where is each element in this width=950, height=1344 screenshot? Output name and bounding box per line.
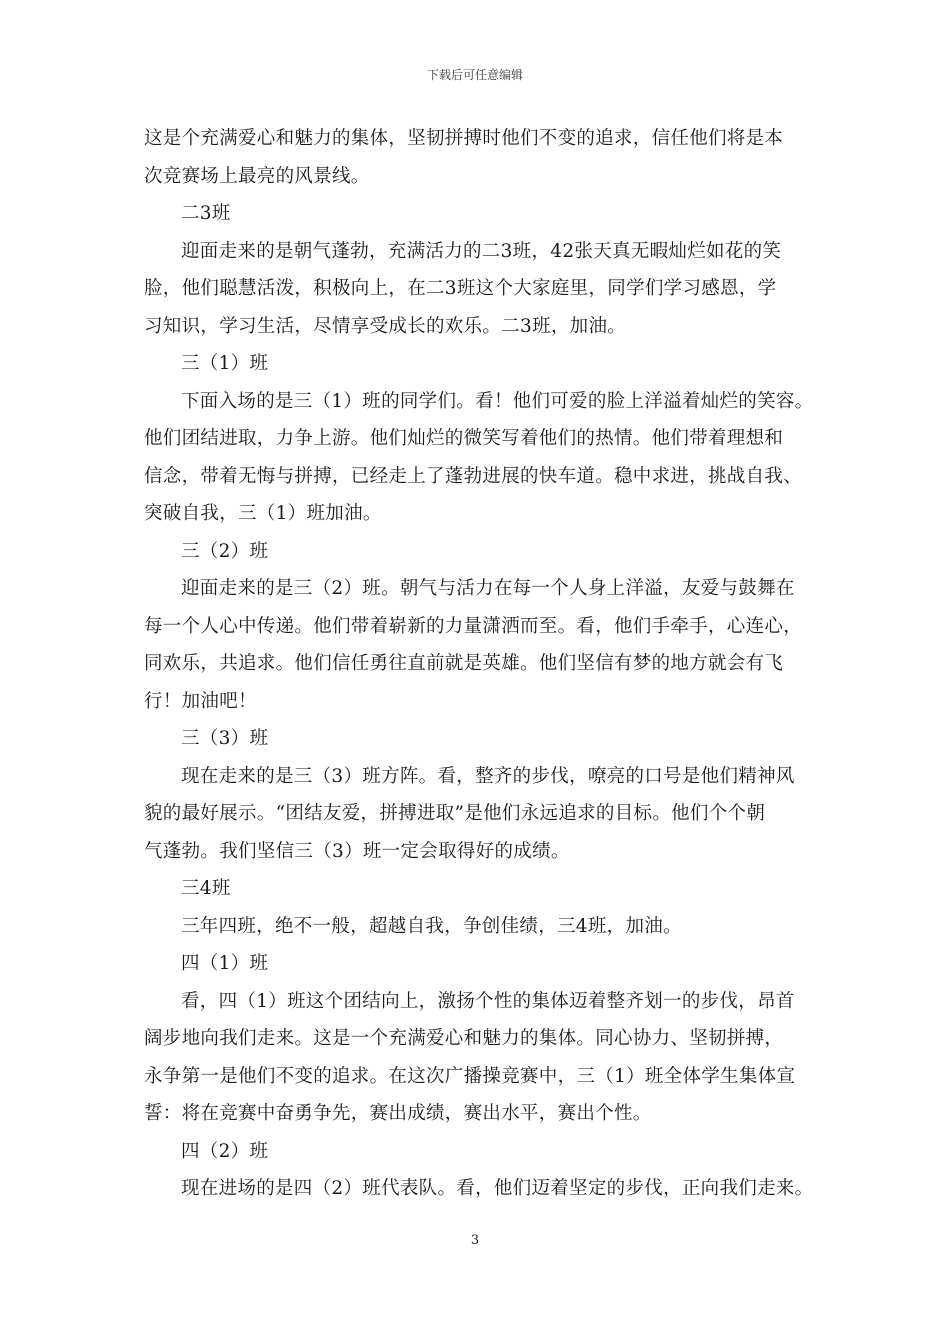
body-line: 行！加油吧！ (144, 690, 257, 712)
page-number: 3 (470, 1233, 480, 1248)
section-heading: 四（2）班 (181, 1140, 269, 1162)
body-line: 三年四班，绝不一般，超越自我，争创佳绩，三4班，加油。 (181, 915, 682, 937)
body-line: 迎面走来的是朝气蓬勃，充满活力的二3班，42张天真无暇灿烂如花的笑 (181, 240, 782, 262)
body-line: 习知识，学习生活，尽情享受成长的欢乐。二3班，加油。 (144, 315, 627, 337)
body-line: 阔步地向我们走来。这是一个充满爱心和魅力的集体。同心协力、坚韧拼搏， (144, 1028, 784, 1049)
body-line: 看，四（1）班这个团结向上，激扬个性的集体迈着整齐划一的步伐，昂首 (181, 990, 795, 1012)
body-line: 信念，带着无悔与拼搏，已经走上了蓬勃进展的快车道。稳中求进，挑战自我、 (144, 465, 803, 487)
body-line: 同欢乐，共追求。他们信任勇往直前就是英雄。他们坚信有梦的地方就会有飞 (144, 653, 784, 674)
body-line: 迎面走来的是三（2）班。朝气与活力在每一个人身上洋溢，友爱与鼓舞在 (181, 578, 795, 599)
body-line: 这是个充满爱心和魅力的集体，坚韧拼搏时他们不变的追求，信任他们将是本 (144, 128, 784, 149)
body-line: 次竞赛场上最亮的风景线。 (144, 165, 370, 187)
section-heading: 三（3）班 (181, 728, 269, 749)
body-line: 现在走来的是三（3）班方阵。看，整齐的步伐，嘹亮的口号是他们精神风 (181, 765, 795, 787)
page-header: 下载后可任意编辑 (426, 68, 523, 82)
section-heading: 三（1）班 (181, 353, 269, 374)
body-line: 气蓬勃。我们坚信三（3）班一定会取得好的成绩。 (144, 840, 570, 862)
section-heading: 三（2）班 (181, 540, 269, 562)
body-line: 他们团结进取，力争上游。他们灿烂的微笑写着他们的热情。他们带着理想和 (144, 428, 784, 449)
body-line: 突破自我，三（1）班加油。 (144, 503, 382, 524)
section-heading: 三4班 (181, 878, 231, 899)
section-heading: 四（1）班 (181, 953, 269, 974)
body-line: 貌的最好展示。“团结友爱，拼搏进取”是他们永远追求的目标。他们个个朝 (144, 803, 766, 824)
body-line: 永争第一是他们不变的追求。在这次广播操竞赛中，三（1）班全体学生集体宣 (144, 1065, 796, 1087)
section-heading: 二3班 (181, 203, 231, 224)
body-line: 下面入场的是三（1）班的同学们。看！他们可爱的脸上洋溢着灿烂的笑容。 (181, 390, 814, 412)
document-body (144, 120, 824, 1208)
body-line: 誓：将在竞赛中奋勇争先，赛出成绩，赛出水平，赛出个性。 (144, 1103, 652, 1124)
body-line: 脸，他们聪慧活泼，积极向上，在二3班这个大家庭里，同学们学习感恩，学 (144, 278, 777, 299)
body-line: 每一个人心中传递。他们带着崭新的力量潇洒而至。看，他们手牵手，心连心， (144, 615, 803, 637)
body-line: 现在进场的是四（2）班代表队。看，他们迈着坚定的步伐，正向我们走来。 (181, 1178, 814, 1199)
